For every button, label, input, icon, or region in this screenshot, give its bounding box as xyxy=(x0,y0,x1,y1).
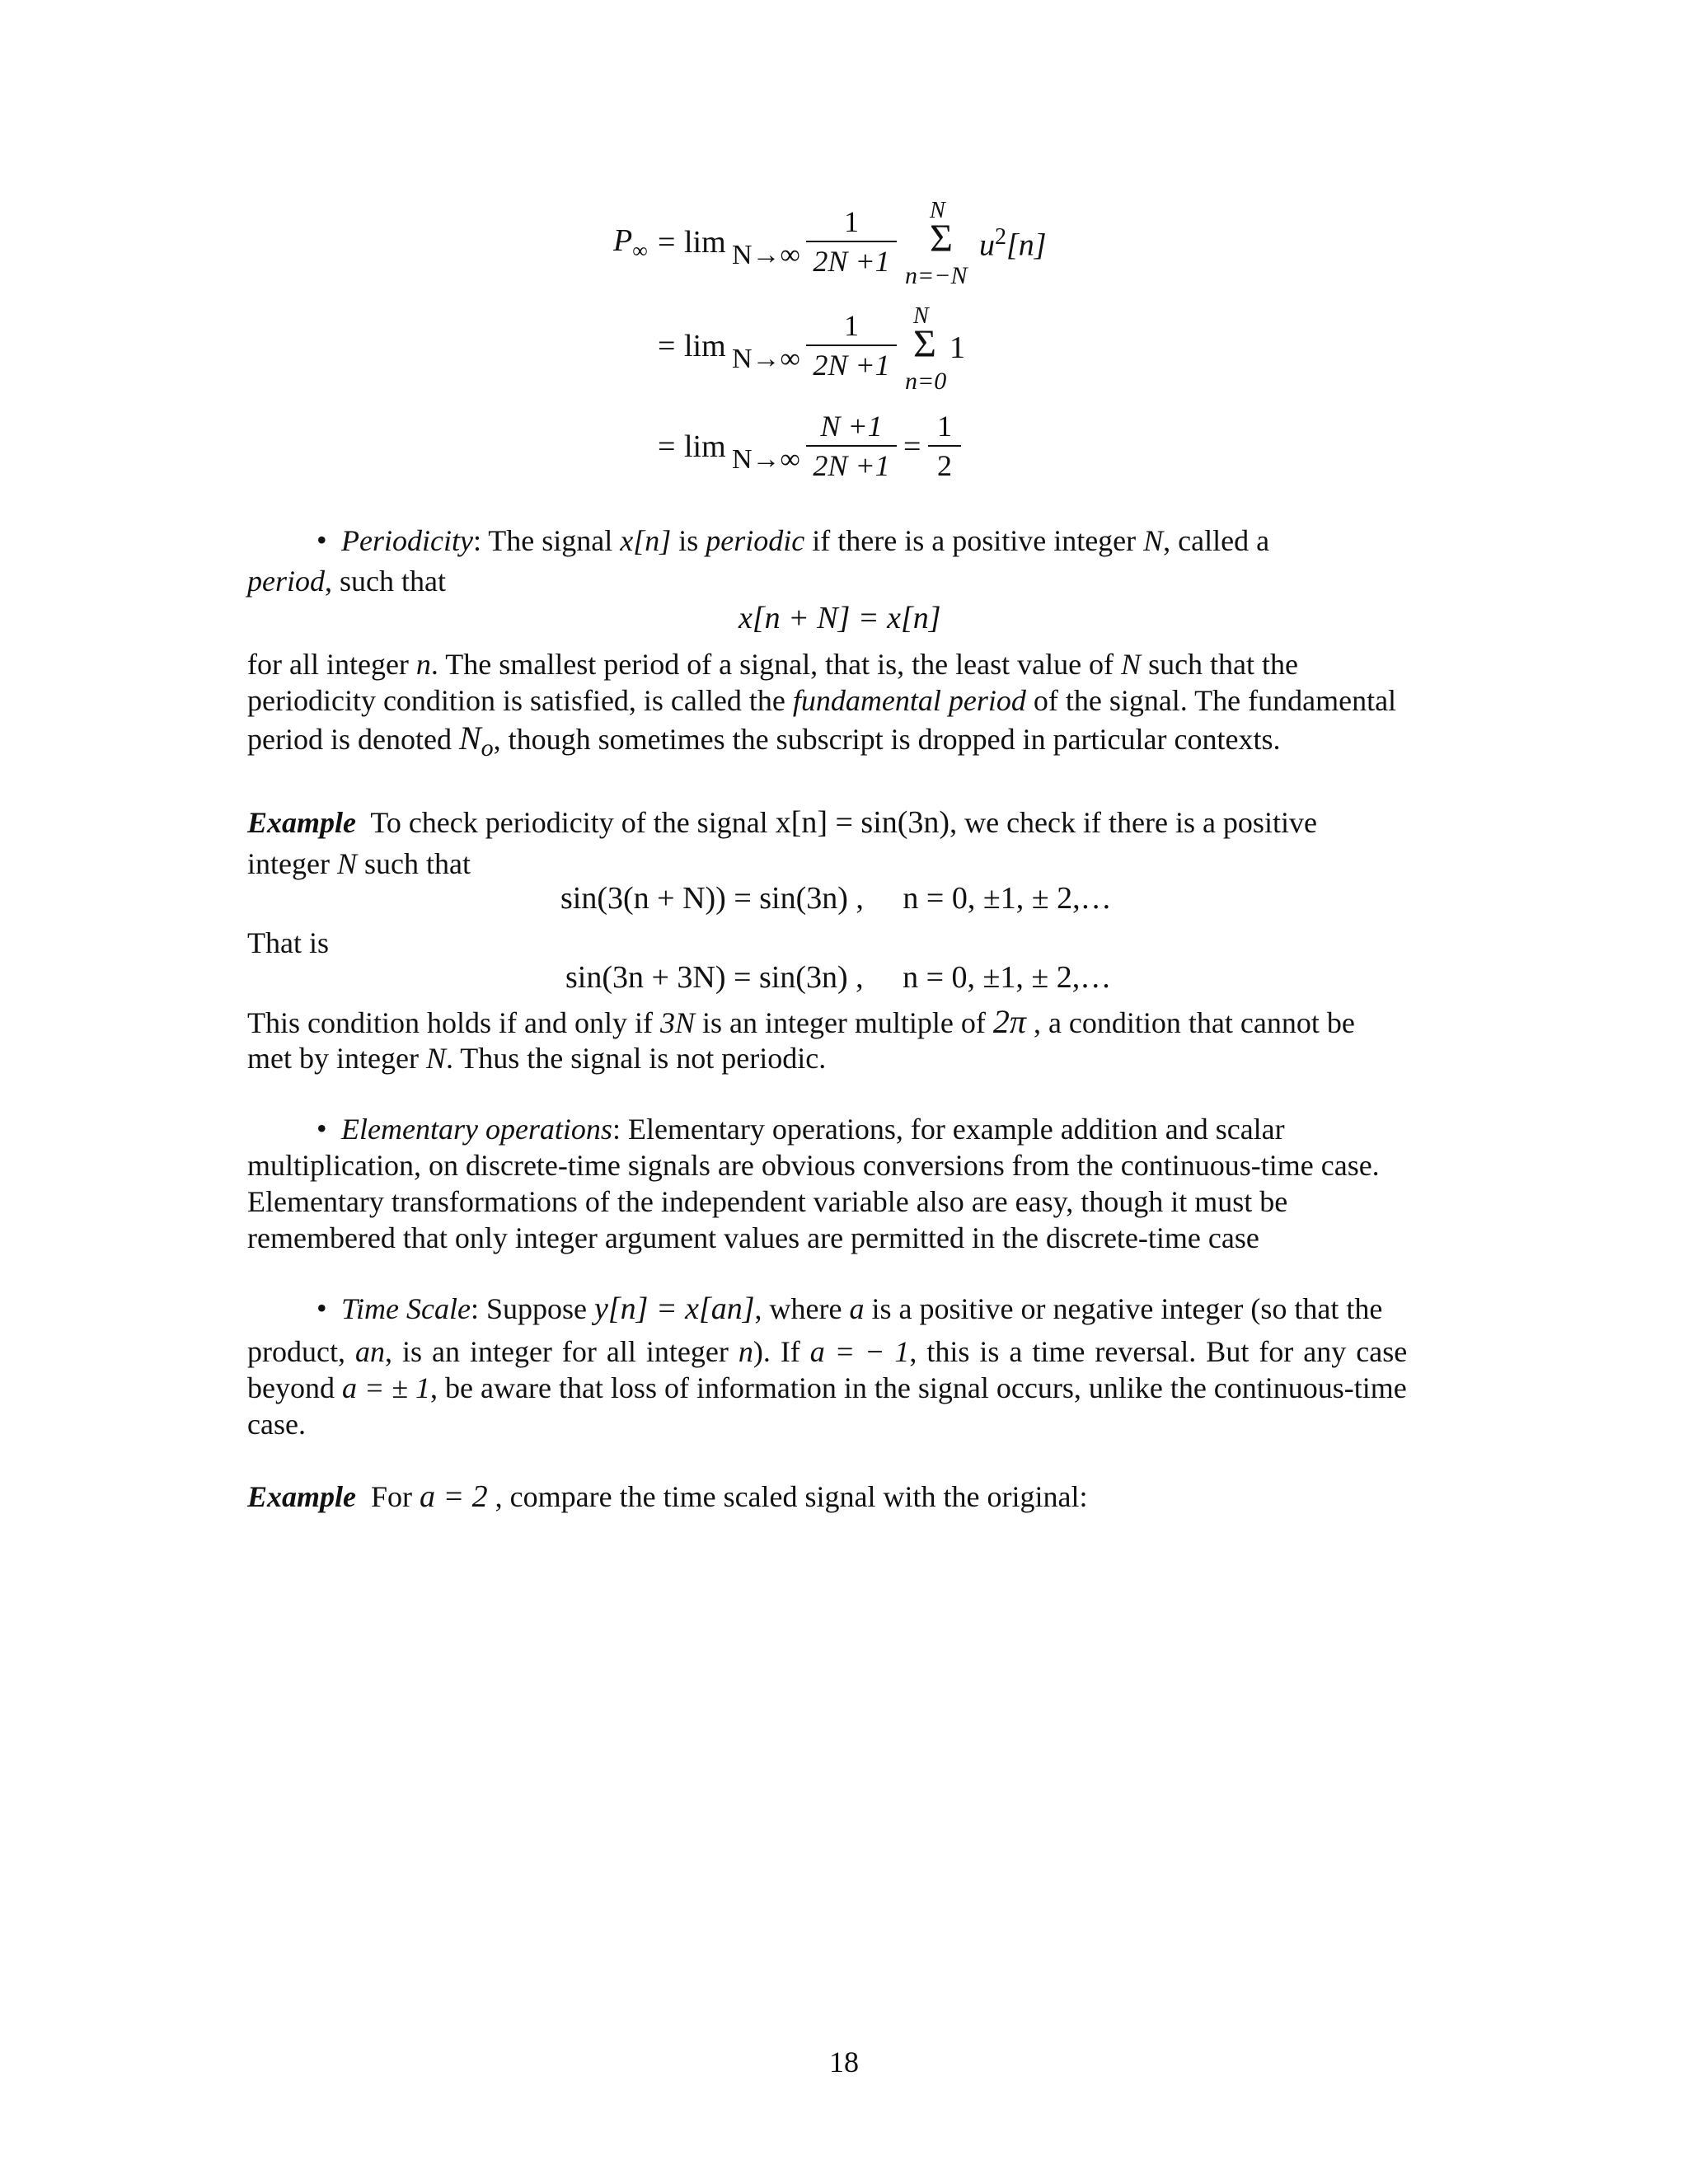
fraction-2-denominator: 2N +1 xyxy=(813,349,890,382)
equals-sign-2: = xyxy=(658,329,676,363)
signal-x-n: x[n] xyxy=(620,524,672,557)
summand-1: $u^2[n]$ xyxy=(979,224,1047,263)
example-2-line: Example For a = 2 , compare the time scaled signal with the original: xyxy=(247,1479,1088,1514)
lim-1: lim xyxy=(684,225,726,260)
timescale-line-4: case. xyxy=(247,1408,306,1441)
fraction-3-denominator: 2N +1 xyxy=(813,449,890,482)
fundamental-period-line-3: period is denoted $N_o$, though sometimes the subscript is dropped in particular contexts. xyxy=(247,719,1281,762)
sum-2-lower: n=0 xyxy=(905,368,947,395)
lim-3: lim xyxy=(684,429,726,464)
fundamental-period-line-1: for all integer n. The smallest period of a signal, that is, the least value of N such that the xyxy=(247,648,1299,681)
fundamental-period-line-2: periodicity condition is satisfied, is called the fundamental period of the signal. The fundamental xyxy=(247,684,1397,717)
that-is-text: That is xyxy=(247,926,329,959)
fraction-3 xyxy=(806,409,897,483)
sum-2-sign: Σ xyxy=(913,322,936,366)
sum-2-upper: N xyxy=(913,303,929,329)
timescale-line-1: Time Scale: Suppose y[n] = x[an], where a is a positive or negative integer (so that the xyxy=(341,1291,1383,1326)
sum-1-lower: n=−N xyxy=(905,262,968,289)
bullet-periodicity: • xyxy=(316,523,327,556)
example-1-label: Example xyxy=(247,806,356,839)
bullet-elementary: • xyxy=(316,1112,327,1145)
lim-subscript-3: N→∞ xyxy=(732,444,800,475)
fraction-half xyxy=(928,409,961,483)
sum-1-upper: N xyxy=(930,198,945,223)
elementary-line-4: remembered that only integer argument values are permitted in the discrete-time case xyxy=(247,1221,1259,1254)
example-1-condition-line-1: This condition holds if and only if 3N is an integer multiple of 2π , a condition that cannot be xyxy=(247,1003,1355,1040)
lim-2: lim xyxy=(684,329,726,363)
half-denominator: 2 xyxy=(937,449,952,482)
lim-subscript-2: N→∞ xyxy=(732,344,800,374)
elementary-line-3: Elementary transformations of the independent variable also are easy, though it must be xyxy=(247,1185,1288,1218)
infinity-subscript: ∞ xyxy=(632,238,648,263)
lim-subscript-1: N→∞ xyxy=(732,240,800,270)
bullet-time-scale: • xyxy=(316,1291,327,1324)
example-1-line-1: Example To check periodicity of the signal x[n] = sin(3n), we check if there is a positive xyxy=(247,805,1317,840)
summand-2: 1 xyxy=(950,330,965,365)
elementary-line-2: multiplication, on discrete-time signals are obvious conversions from the continuous-time case. xyxy=(247,1149,1380,1182)
elementary-term: Elementary operations xyxy=(341,1113,612,1146)
sum-1-sign: Σ xyxy=(930,217,953,260)
fraction-1-denominator: 2N +1 xyxy=(813,245,890,278)
half-numerator: 1 xyxy=(928,409,961,447)
time-scale-term: Time Scale xyxy=(341,1292,471,1325)
example-1-condition-line-2: met by integer N. Thus the signal is not periodic. xyxy=(247,1042,827,1075)
periodicity-line-1: Periodicity: The signal x[n] is periodic if there is a positive integer N, called a xyxy=(341,524,1270,557)
p-symbol: P xyxy=(613,223,633,258)
timescale-line-3: beyond a = ± 1, be aware that loss of information in the signal occurs, unlike the continuous-time xyxy=(247,1371,1407,1404)
page-number: 18 xyxy=(829,2046,859,2079)
example-2-label: Example xyxy=(247,1480,356,1513)
fraction-1-numerator: 1 xyxy=(806,204,897,242)
equals-sign-1: = xyxy=(658,225,676,260)
timescale-line-2: product, an, is an integer for all integer n). If a = − 1, this is a time reversal. But for any case xyxy=(247,1335,1408,1368)
periodicity-condition-equation: x[n + N] = x[n] xyxy=(738,601,941,635)
example-1-line-2: integer N such that xyxy=(247,847,471,880)
elementary-line-1: Elementary operations: Elementary operations, for example addition and scalar xyxy=(341,1113,1285,1146)
fraction-1 xyxy=(806,204,897,279)
equals-sign-3: = xyxy=(658,429,676,464)
periodicity-line-2: period, such that xyxy=(247,565,446,598)
example-1-equation-2: sin(3n + 3N) = sin(3n) , n = 0, ±1, ± 2,… xyxy=(565,960,1112,995)
periodicity-term: Periodicity xyxy=(341,524,473,557)
example-1-equation-1: sin(3(n + N)) = sin(3n) , n = 0, ±1, ± 2,… xyxy=(560,881,1112,916)
equals-sign-4: = xyxy=(903,429,921,464)
fraction-2 xyxy=(806,308,897,382)
fraction-3-numerator: N +1 xyxy=(806,409,897,447)
fraction-2-numerator: 1 xyxy=(806,308,897,346)
p-infinity-symbol xyxy=(613,223,648,269)
